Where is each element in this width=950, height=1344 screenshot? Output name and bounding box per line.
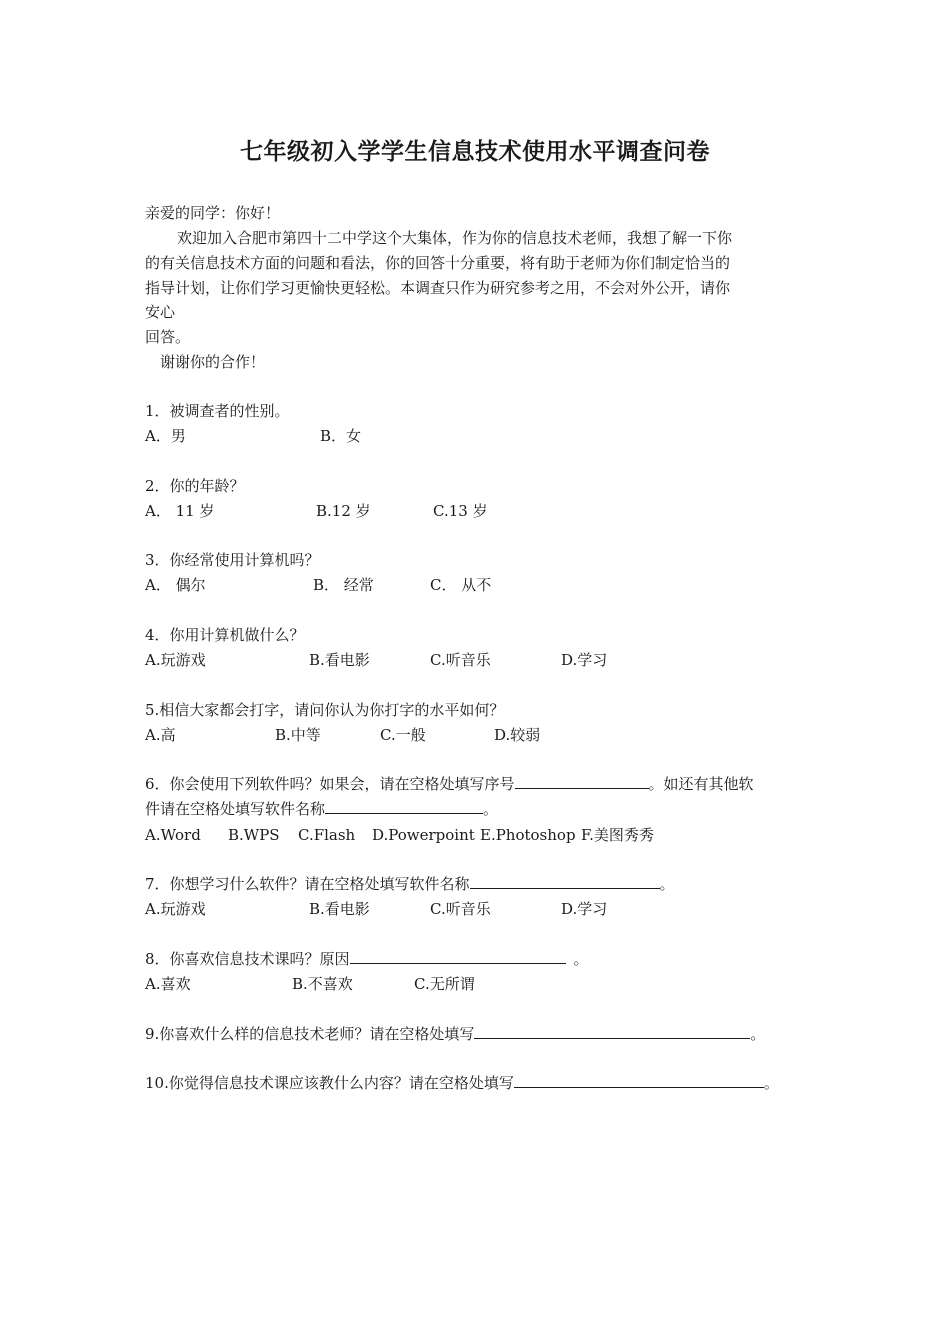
question-text: 。 <box>483 800 499 818</box>
intro-line-2: 的有关信息技术方面的问题和看法，你的回答十分重要，将有助于老师为你们制定恰当的 <box>145 254 731 272</box>
option[interactable]: C.听音乐 <box>430 651 491 669</box>
thanks-line: 谢谢你的合作！ <box>160 353 266 371</box>
question-5: 5.相信大家都会打字，请问你认为你打字的水平如何？ <box>145 701 505 719</box>
answer-blank[interactable] <box>470 874 660 889</box>
option[interactable]: C.无所谓 <box>414 975 475 993</box>
question-text: 。如还有其他软 <box>648 775 754 793</box>
option[interactable]: D.Powerpoint <box>372 826 475 844</box>
option[interactable]: B.WPS <box>228 826 280 844</box>
question-text: 6．你会使用下列软件吗？如果会，请在空格处填写序号 <box>145 775 515 793</box>
question-text: 。 <box>659 875 675 893</box>
option[interactable]: D.学习 <box>561 651 608 669</box>
option[interactable]: C.13 岁 <box>433 502 488 520</box>
option[interactable]: A．男 <box>145 427 186 445</box>
option[interactable]: D.较弱 <box>494 726 541 744</box>
question-text: 9.你喜欢什么样的信息技术老师？请在空格处填写 <box>145 1025 475 1043</box>
answer-blank[interactable] <box>474 1024 750 1039</box>
question-8 <box>145 949 589 969</box>
question-3: 3．你经常使用计算机吗？ <box>145 551 320 569</box>
intro-line-1: 欢迎加入合肥市第四十二中学这个大集体，作为你的信息技术老师，我想了解一下你 <box>177 229 733 247</box>
question-1: 1．被调查者的性别。 <box>145 402 290 420</box>
greeting: 亲爱的同学：你好！ <box>145 204 281 222</box>
question-text: 7．你想学习什么软件？请在空格处填写软件名称 <box>145 875 470 893</box>
option[interactable]: C.听音乐 <box>430 900 491 918</box>
option[interactable]: A.玩游戏 <box>145 651 206 669</box>
question-text: 。 <box>750 1025 766 1043</box>
question-7 <box>145 874 675 894</box>
question-4: 4．你用计算机做什么？ <box>145 626 305 644</box>
option[interactable]: A． 11 岁 <box>145 502 215 520</box>
option[interactable]: A.玩游戏 <box>145 900 206 918</box>
option[interactable]: B.12 岁 <box>316 502 371 520</box>
option[interactable]: C.一般 <box>380 726 426 744</box>
option[interactable]: B.看电影 <box>309 651 370 669</box>
option[interactable]: B.看电影 <box>309 900 370 918</box>
question-text: 件请在空格处填写软件名称 <box>145 800 326 818</box>
answer-blank[interactable] <box>350 949 566 964</box>
option[interactable]: C.Flash <box>298 826 356 844</box>
answer-blank[interactable] <box>515 774 649 789</box>
option[interactable]: B.中等 <box>275 726 321 744</box>
option[interactable]: A.高 <box>145 726 176 744</box>
option[interactable]: D.学习 <box>561 900 608 918</box>
intro-line-5: 回答。 <box>145 328 191 346</box>
intro-line-3: 指导计划，让你们学习更愉快更轻松。本调查只作为研究参考之用，不会对外公开，请你 <box>145 279 731 297</box>
question-text: 。 <box>573 950 589 968</box>
option[interactable]: C． 从不 <box>430 576 492 594</box>
page-title: 七年级初入学学生信息技术使用水平调查问卷 <box>240 138 710 165</box>
intro-line-4: 安心 <box>145 303 176 321</box>
question-6 <box>145 774 754 794</box>
option[interactable]: E.Photoshop <box>480 826 576 844</box>
answer-blank[interactable] <box>514 1073 764 1088</box>
question-text: 。 <box>763 1074 779 1092</box>
question-10 <box>145 1073 779 1093</box>
option[interactable]: A.喜欢 <box>145 975 191 993</box>
option[interactable]: A.Word <box>145 826 201 844</box>
question-text: 8．你喜欢信息技术课吗？原因 <box>145 950 350 968</box>
answer-blank[interactable] <box>325 799 483 814</box>
option[interactable]: A． 偶尔 <box>145 576 206 594</box>
option[interactable]: F.美图秀秀 <box>581 826 654 844</box>
option[interactable]: B．女 <box>320 427 362 445</box>
option[interactable]: B.不喜欢 <box>292 975 353 993</box>
option[interactable]: B． 经常 <box>313 576 374 594</box>
question-text: 10.你觉得信息技术课应该教什么内容？请在空格处填写 <box>145 1074 514 1092</box>
question-2: 2．你的年龄？ <box>145 477 245 495</box>
question-6-cont <box>145 799 498 819</box>
question-9 <box>145 1024 765 1044</box>
